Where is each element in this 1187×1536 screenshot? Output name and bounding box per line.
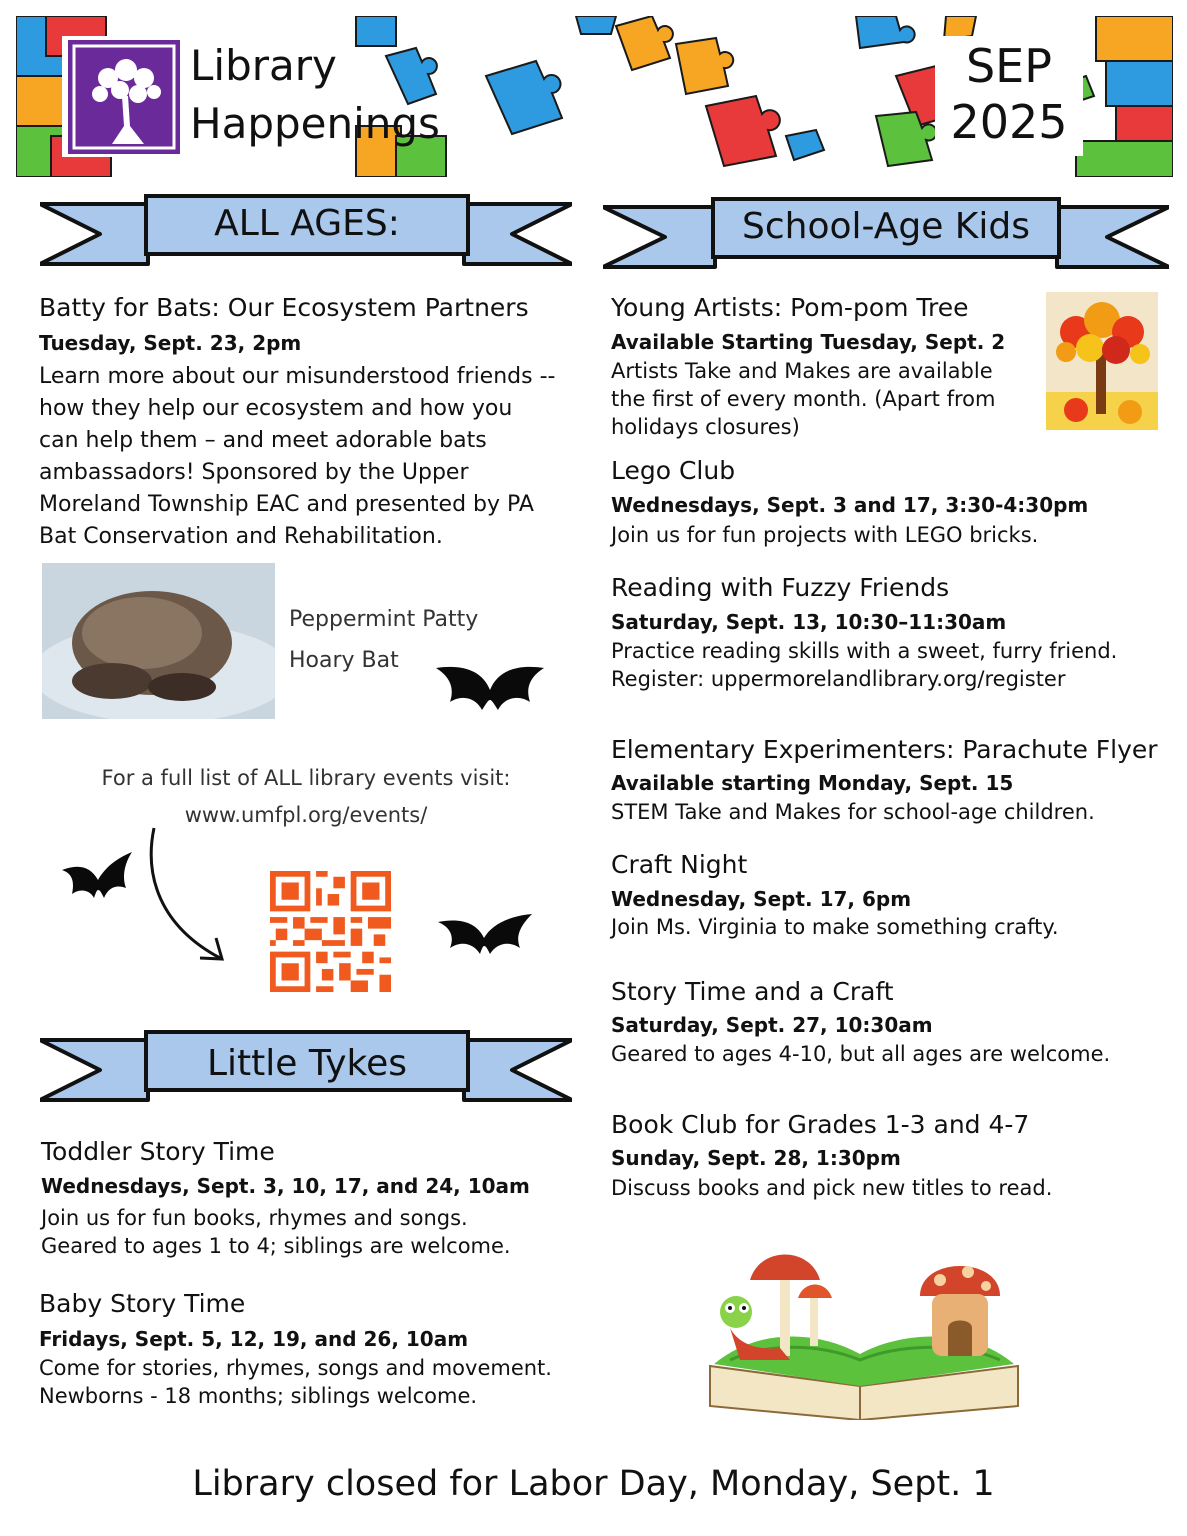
baby-date: Fridays, Sept. 5, 12, 19, and 26, 10am: [39, 1327, 469, 1351]
events-link-text: For a full list of ALL library events visit:: [101, 766, 511, 790]
little-tykes-heading: Little Tykes: [206, 1043, 408, 1084]
book-club-title: Book Club for Grades 1-3 and 4-7: [611, 1110, 1030, 1139]
fuzzy-friends-title: Reading with Fuzzy Friends: [611, 573, 950, 602]
bats-event-date: Tuesday, Sept. 23, 2pm: [39, 331, 302, 355]
experimenters-date: Available starting Monday, Sept. 15: [611, 771, 1014, 795]
issue-month: SEP: [965, 39, 1052, 93]
craft-night-description: Join Ms. Virginia to make something crafty.: [611, 915, 1059, 939]
tree-logo-icon: [68, 40, 180, 154]
craft-night-date: Wednesday, Sept. 17, 6pm: [611, 887, 912, 911]
book-club-date: Sunday, Sept. 28, 1:30pm: [611, 1146, 901, 1170]
young-artists-title: Young Artists: Pom-pom Tree: [611, 293, 969, 322]
lego-club-date: Wednesdays, Sept. 3 and 17, 3:30-4:30pm: [611, 493, 1089, 517]
young-artists-description: Artists Take and Makes are available the first of every month. (Apart from holidays closures): [611, 359, 996, 439]
school-age-heading: School-Age Kids: [742, 206, 1030, 247]
bat-silhouette-icon: [432, 660, 548, 724]
bat-photo-image: [42, 563, 275, 719]
events-link-url[interactable]: www.umfpl.org/events/: [184, 803, 428, 827]
pom-pom-tree-photo: [1046, 292, 1158, 430]
bat-name: Peppermint Patty: [289, 607, 479, 632]
book-club-description: Discuss books and pick new titles to read.: [611, 1176, 1053, 1200]
baby-title: Baby Story Time: [39, 1289, 246, 1318]
toddler-description: Join us for fun books, rhymes and songs. Geared to ages 1 to 4; siblings are welcome.: [41, 1206, 511, 1258]
toddler-date: Wednesdays, Sept. 3, 10, 17, and 24, 10am: [41, 1174, 530, 1198]
logo-title-line1: Library: [190, 41, 337, 90]
story-craft-title: Story Time and a Craft: [611, 977, 894, 1006]
story-craft-description: Geared to ages 4-10, but all ages are welcome.: [611, 1042, 1111, 1066]
lego-club-description: Join us for fun projects with LEGO bricks.: [611, 523, 1039, 547]
bat-photo: [42, 563, 275, 719]
lego-club-title: Lego Club: [611, 456, 736, 485]
library-logo: [68, 40, 180, 154]
storybook-illustration: [700, 1236, 1028, 1420]
bat-silhouette-icon: [60, 850, 136, 904]
all-ages-banner: [40, 192, 572, 272]
all-ages-heading: ALL AGES:: [214, 203, 400, 244]
school-age-banner: [603, 195, 1135, 275]
craft-night-title: Craft Night: [611, 850, 748, 879]
bats-event-description: Learn more about our misunderstood friends -- how they help our ecosystem and how you can help them – and meet adorable bats ambassadors! Sponsored by the Upper Moreland Township EAC and presented by PA Bat Conservation and Rehabilitation.: [39, 364, 556, 549]
logo-title-line2: Happenings: [190, 99, 440, 148]
experimenters-description: STEM Take and Makes for school-age children.: [611, 800, 1095, 824]
issue-year: 2025: [950, 95, 1068, 149]
curved-arrow-icon: [140, 826, 232, 966]
qr-code-icon[interactable]: [270, 871, 391, 992]
bat-species: Hoary Bat: [289, 648, 399, 673]
fuzzy-friends-description: Practice reading skills with a sweet, furry friend. Register: uppermorelandlibrary.org/register: [611, 639, 1118, 691]
toddler-title: Toddler Story Time: [41, 1137, 275, 1166]
fuzzy-friends-date: Saturday, Sept. 13, 10:30–11:30am: [611, 610, 1007, 634]
closure-notice: Library closed for Labor Day, Monday, Sept. 1: [192, 1464, 995, 1504]
story-craft-date: Saturday, Sept. 27, 10:30am: [611, 1013, 933, 1037]
bat-silhouette-icon: [436, 912, 534, 962]
little-tykes-banner: [40, 1028, 572, 1108]
experimenters-title: Elementary Experimenters: Parachute Flyer: [611, 735, 1158, 764]
young-artists-date: Available Starting Tuesday, Sept. 2: [611, 330, 1006, 354]
baby-description: Come for stories, rhymes, songs and movement. Newborns - 18 months; siblings welcome.: [39, 1356, 552, 1408]
bats-event-title: Batty for Bats: Our Ecosystem Partners: [39, 293, 529, 322]
